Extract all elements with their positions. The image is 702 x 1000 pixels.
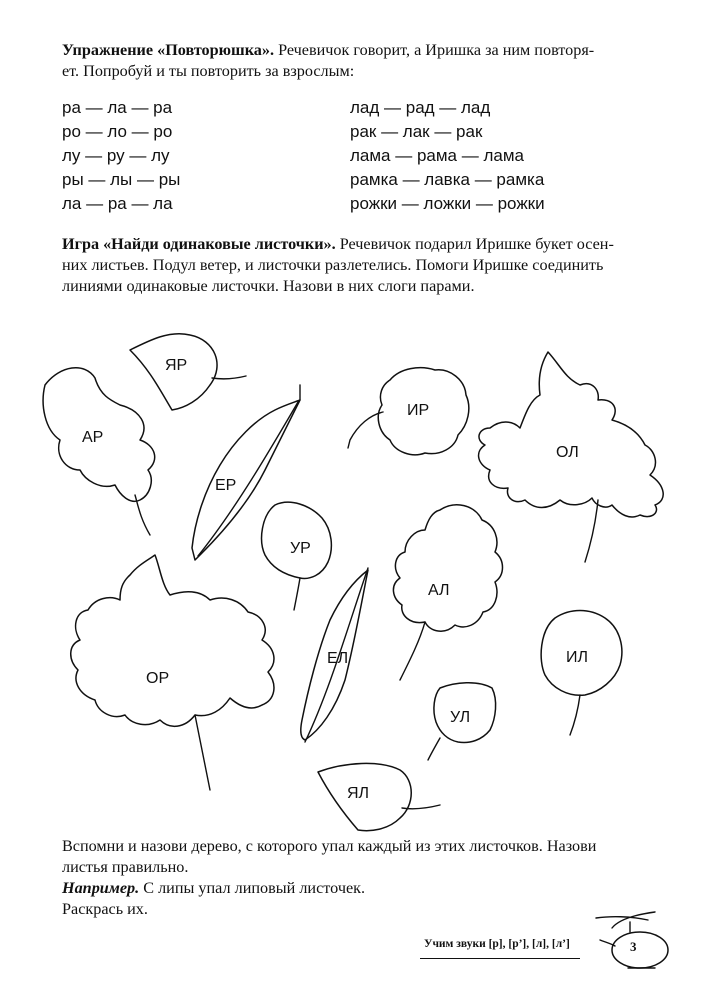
closing-line-3: Например. С липы упал липовый листочек. xyxy=(62,879,366,897)
leaf-ur[interactable] xyxy=(262,502,332,610)
page-number: 3 xyxy=(630,939,637,954)
leaf-ar[interactable] xyxy=(43,368,155,535)
game-line-1: Игра «Найди одинаковые листочки». Речевичок подарил Иришке букет осен- xyxy=(62,235,614,253)
syllable-row: ры — лы — ры xyxy=(62,170,181,189)
syllable-row: ла — ра — ла xyxy=(62,194,173,213)
closing-line-1: Вспомни и назови дерево, с которого упал каждый из этих листочков. Назови xyxy=(62,837,597,855)
game-line-3: линиями одинаковые листочки. Назови в них слоги парами. xyxy=(62,277,475,295)
exercise-title: Упражнение «Повторюшка». xyxy=(62,41,275,59)
exercise-line-1: Упражнение «Повторюшка». Речевичок говорит, а Иришка за ним повторя- xyxy=(62,41,595,59)
footer-caption: Учим звуки [р], [р’], [л], [л’] xyxy=(424,938,570,950)
word-row: рожки — ложки — рожки xyxy=(350,194,545,213)
leaf-label: ИЛ xyxy=(566,649,588,666)
leaf-al[interactable] xyxy=(393,505,502,680)
syllable-row: ра — ла — ра xyxy=(62,98,173,117)
word-row: лад — рад — лад xyxy=(350,98,491,117)
leaf-label: ЯР xyxy=(165,357,188,374)
leaf-label: УЛ xyxy=(450,709,471,726)
leaf-label: ЕР xyxy=(215,477,237,494)
leaf-label: АЛ xyxy=(428,582,450,599)
leaf-label: ЯЛ xyxy=(347,785,370,802)
leaf-label: ОЛ xyxy=(556,444,579,461)
leaf-yal[interactable] xyxy=(318,763,440,830)
example-label: Например. xyxy=(62,879,140,897)
leaf-label: ИР xyxy=(407,402,430,419)
leaf-label: ОР xyxy=(146,670,170,687)
leaf-or[interactable] xyxy=(71,555,274,790)
word-row: рак — лак — рак xyxy=(350,122,483,141)
closing-line-4: Раскрась их. xyxy=(62,900,148,918)
leaf-label: ЕЛ xyxy=(327,650,349,667)
exercise-line-2: ет. Попробуй и ты повторить за взрослым: xyxy=(62,62,355,80)
syllable-row: ро — ло — ро xyxy=(62,122,173,141)
game-title: Игра «Найди одинаковые листочки». xyxy=(62,235,336,253)
closing-text xyxy=(62,836,674,920)
leaf-il[interactable] xyxy=(541,611,622,736)
word-row: лама — рама — лама xyxy=(350,146,524,165)
closing-line-2: листья правильно. xyxy=(62,858,189,876)
leaf-el[interactable] xyxy=(301,568,368,742)
leaf-label: АР xyxy=(82,429,104,446)
footer-rule xyxy=(420,958,580,959)
leaf-ul[interactable] xyxy=(428,683,496,760)
word-row: рамка — лавка — рамка xyxy=(350,170,545,189)
leaf-ol[interactable] xyxy=(479,352,664,562)
game-line-2: них листьев. Подул ветер, и листочки разлетелись. Помоги Иришке соединить xyxy=(62,256,604,274)
leaf-yar[interactable] xyxy=(130,334,246,410)
syllable-row: лу — ру — лу xyxy=(62,146,170,165)
leaf-ir[interactable] xyxy=(348,368,469,455)
leaf-label: УР xyxy=(290,540,311,557)
